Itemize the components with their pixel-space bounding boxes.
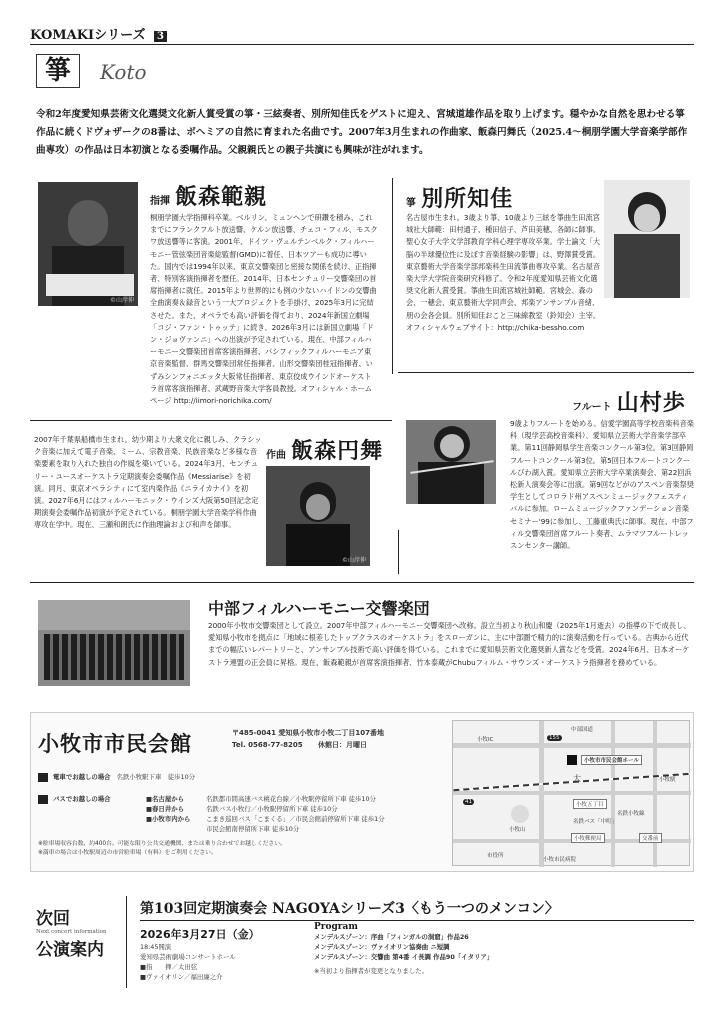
bus-rows [146,794,446,834]
venue-tel: Tel. 0568-77-8205 [232,741,303,749]
next-title: 第103回定期演奏会 NAGOYAシリーズ3〈もう一つのメンコン〉 [140,901,559,917]
map-label-komaki-station: 小牧駅 [659,777,676,783]
park-area [511,805,529,823]
venue-notes [38,840,448,858]
map-label-komaki-ic: 小牧IC [477,737,494,743]
title-kanji: 箏 [44,56,71,86]
map-label-city-hall: 市役所 [487,853,504,859]
rule-orchestra-top [30,582,694,583]
rule-next-title [140,920,694,921]
next-time: 18:45開演 [140,943,172,951]
map-label-big: 大 [573,774,581,783]
map-label-hall: 小牧市市民会館ホール [581,755,642,765]
map-label-north: 中部国道 [571,727,594,733]
koto-heading [406,182,513,213]
conductor-bio: 桐朋学園大学指揮科卒業。ベルリン、ミュンヘンで研鑽を積み、これまでにフランクフルト放送響、ケルン放送響、チェコ・フィル、モスクワ放送響等に客演。2001年、ドイツ・ヴュルテンベルク・フィルハーモニー管弦楽団音楽総監督(GMD)に着任、日本ツアーも成功に導いた。国内では1994年以来、東京交響楽団と密接な関係を続け、正指揮者、特別客演指揮者を歴任。2014年、日本センチュリー交響楽団の首席指揮者に就任。2015年より世界的にも例の少ないハイドンの交響曲全曲演奏＆録音という一大プロジェクトを手掛け、2025年3月に完結させた。また、オペラでも高い評価を得ており、2024年新国立劇場「コジ・ファン・トゥッテ」に続き、2026年3月には新国立劇場「ドン・ジョヴァンニ」への出演が予定されている。現在、中部フィルハーモニー交響楽団首席客演指揮者、パシフィックフィルハーモニア東京音楽監督、群馬交響楽団常任指揮者、山形交響楽団桂冠指揮者、いずみシンフォニエッタ大阪常任指揮者、東京佼成ウインドオーケストラ首席客演指揮者、武蔵野音楽大学客員教授。オフィシャル・ホームページ http://iimori-norichika.com/ [150,213,378,406]
map-road [611,721,615,867]
next-place: 愛知県芸術劇場コンサートホール [140,953,236,961]
venue-note: ※満車の場合は小牧駅周辺の市営駐車場（有料）をご利用ください。 [38,850,217,856]
map-label-route155: 155 [549,735,560,741]
next-label-sub: 公演案内 [36,940,104,960]
bus-row-text: 名鉄バス小牧行／小牧駅停留所下車 徒歩10分 [206,805,338,813]
bus-row [146,814,446,824]
conductor-role: 指揮 [150,196,170,207]
map-label-route41: 41 [465,799,472,805]
next-label [36,904,107,960]
map-label-bus-stop: 名鉄バス「中町」 [573,819,618,825]
map-label-post: 小牧郵便局 [571,833,605,843]
conductor-photo-credit: ©山岸伸 [109,297,134,304]
koto-photo [604,180,690,298]
composer-role: 作曲 [266,450,286,461]
series-label [30,24,167,43]
title-roman: Koto [100,60,147,84]
flute-role: フルート [572,402,612,413]
flute-photo [406,420,496,504]
bus-row-text: 市民会館南停留所下車 徒歩10分 [206,825,300,833]
map-road [653,721,657,867]
divider-next [126,896,127,988]
venue-name: 小牧市市民会館 [38,731,192,756]
train-text: 名鉄小牧駅下車 徒歩10分 [116,773,196,781]
bus-row [146,794,446,804]
koto-name: 別所知佳 [421,186,514,212]
series-name: KOMAKIシリーズ [30,28,146,43]
divider-vertical-top [392,178,393,374]
bus-row [146,824,446,834]
composer-photo-credit: ©山岸伸 [341,557,366,564]
rule-conductor-bottom [30,420,392,421]
bus-icon [38,795,48,804]
train-icon [38,773,48,782]
intro-text: 令和2年度愛知県芸術文化選奨文化新人賞受賞の箏・三絃奏者、別所知佳氏をゲストに迎え、宮城道雄作品を取り上げます。穏やかな自然を思わせる箏作品に続くドヴォザークの8番は、ボヘミアの自然に育まれた名曲です。2007年3月生まれの作曲家、飯森円舞氏（2025.4〜桐朋学園大学音楽学部作曲専攻）の作品は日本初演となる委嘱作品。父親親氏との親子共演にも興味が注がれます。 [36,109,688,156]
orchestra-name: 中部フィルハーモニー交響楽団 [208,599,430,618]
bus-label: バスでお越しの場合 [53,795,111,803]
hall-marker [567,755,577,765]
bus-row-text: 名鉄都市間高速バス桃花台線／小牧駅停留所下車 徒歩10分 [206,795,376,803]
map-label-ichiba: 小牧山 [509,827,526,833]
train-row [38,772,438,782]
header-rule [30,44,694,45]
bus-row-from: ■小牧市内から [146,815,191,823]
next-violin: ■ヴァイオリン／福田廉之介 [140,973,223,981]
flute-heading [572,386,686,417]
access-map [452,720,690,866]
koto-role: 箏 [406,198,416,209]
composer-name: 飯森円舞 [291,438,384,464]
program-item: メンデルスゾーン：交響曲 第4番 イ長調 作品90「イタリア」 [314,953,494,961]
next-left [140,926,300,982]
map-label-rail: 名鉄小牧線 [617,811,645,817]
next-date: 2026年3月27日（金） [140,928,260,941]
koto-bio: 名古屋市生まれ。3歳より箏、10歳より三絃を箏曲生田流宮城社大師範：田村通子、種田信子、芦田美穂、各師に師事。聖心女子大学文学部教育学科心理学専攻卒業。学士論文「大脳の半球優位性に及ぼす音楽経験の影響」は、野澤賞受賞。東京藝術大学音楽学部邦楽科生田流箏曲専攻卒業。名古屋音楽大学大学院音楽研究科修了。令和2年度愛知県芸術文化選奨文化新人賞受賞。箏曲生田流宮城社師範。宮城会、森の会、一穂会、東京藝術大学同声会、邦楽アンサンブル音緒、朋の会各会員。別所知佳おこと三味線教室（鈴知会）主宰。 オフィシャルウェブサイト：http://chika-bessho.com [406,213,601,332]
bus-label-row [38,794,158,804]
next-label-en: Next concert information [36,929,107,935]
composer-bio: 2007年千葉県船橋市生まれ。幼少期より大衆文化に親しみ、クラシック音楽に加えて電子音楽、ミーム、宗教音楽、民族音楽など多様な音楽要素を取り入れた独自の作風を築いている。2024年3月、センチュリー・ユースオーケストラ定期演奏会委嘱作品《Messiarise》を初演。同月、東京オペラシティにて室内楽作品《ニライカナイ》を初演。2027年6月にはフィルハーモニック・ウインズ大阪第50回記念定期演奏会委嘱作品初演が予定されている。桐朋学園大学音楽学科作曲専攻在学中。現在、三瀬和朗氏に作曲理論および和声を師事。 [34,435,262,530]
bus-row-from: ■春日井から [146,805,184,813]
bus-row-from: ■名古屋から [146,795,184,803]
next-program [314,922,694,976]
orchestra-bio: 2000年小牧市交響楽団として設立。2007年中部フィルハーモニー交響楽団へ改称。設立当初より秋山和慶（2025年1月逝去）の指導の下で成長し、愛知県小牧市を拠点に「地域に根差したトップクラスのオーケストラ」をスローガンに、主に中部圏で精力的に演奏活動を行っている。古典から近代までの幅広いレパートリーと、アンサンブル技術で高い評価を得ている。これまでに愛知県芸術文化選奨新人賞などを受賞。2024年6月、日本オーケストラ連盟の正会員に昇格。現在、飯森範親が首席客演指揮者、竹本泰蔵がChubuフィルム・サウンズ・オーケストラ指揮者を務めている。 [208,621,691,667]
rule-koto-bottom [398,372,694,373]
title-box [36,54,80,88]
next-conductor: ■指 揮／太田弦 [140,963,198,971]
series-number: 3 [154,31,167,42]
next-label-jp: 次回 [36,909,70,929]
map-label-hospital: 小牧市民病院 [543,857,577,863]
venue-note: ※駐車場収容台数、約400台。可能な限り公共交通機関、または乗り合わせでお越しください。 [38,841,286,847]
conductor-name: 飯森範親 [175,184,268,210]
orchestra-photo [38,600,190,686]
divider-vertical-mid [398,530,399,574]
program-item: メンデルスゾーン：序曲「フィンガルの洞窟」作品26 [314,933,469,941]
venue-address: 〒485-0041 愛知県小牧市小牧二丁目107番地 [232,729,385,737]
program-title: Program [314,922,358,932]
flute-name: 山村歩 [616,390,686,416]
flute-bio: 9歳よりフルートを始める。信愛学園高等学校音楽科音楽科（現学芸高校音楽科）、愛知県立芸術大学音楽学部卒業。第11回静岡県学生音楽コンクール第3位。第3回静岡フルートコンクール第3位。第5回日本フルートコンクールびわ湖入賞。愛知県立芸術大学卒業演奏会、第22回浜松新人演奏会等に出演。第9回などがのアスペン音楽祭奨学生としてコロラド州アスペンミュージックフェスティバルに参加。ロームミュージックファンデーション音楽セミナー'99に参加し、工藤重典氏に師事。現在、中部フィル交響楽団首席フルート奏者、ムラマツフルートレッスンセンター講師。 [510,419,694,551]
conductor-photo [38,182,138,306]
composer-heading [266,434,383,465]
map-label-police: 交番前 [639,833,662,843]
program-item: メンデルスゾーン：ヴァイオリン協奏曲 ニ短調 [314,943,450,951]
train-label: 電車でお越しの場合 [53,773,111,781]
map-road [539,721,544,867]
program-note: ※当初より指揮者が変更となりました。 [314,967,428,975]
map-label-komaki-s: 小牧五丁目 [573,799,607,809]
venue-closed: 休館日：月曜日 [318,741,367,749]
bus-row [146,804,446,814]
composer-photo [266,466,370,566]
bus-row-text: こまき巡回バス「こまくる」／市民会館前停留所下車 徒歩1分 [206,815,385,823]
conductor-heading [150,180,267,211]
